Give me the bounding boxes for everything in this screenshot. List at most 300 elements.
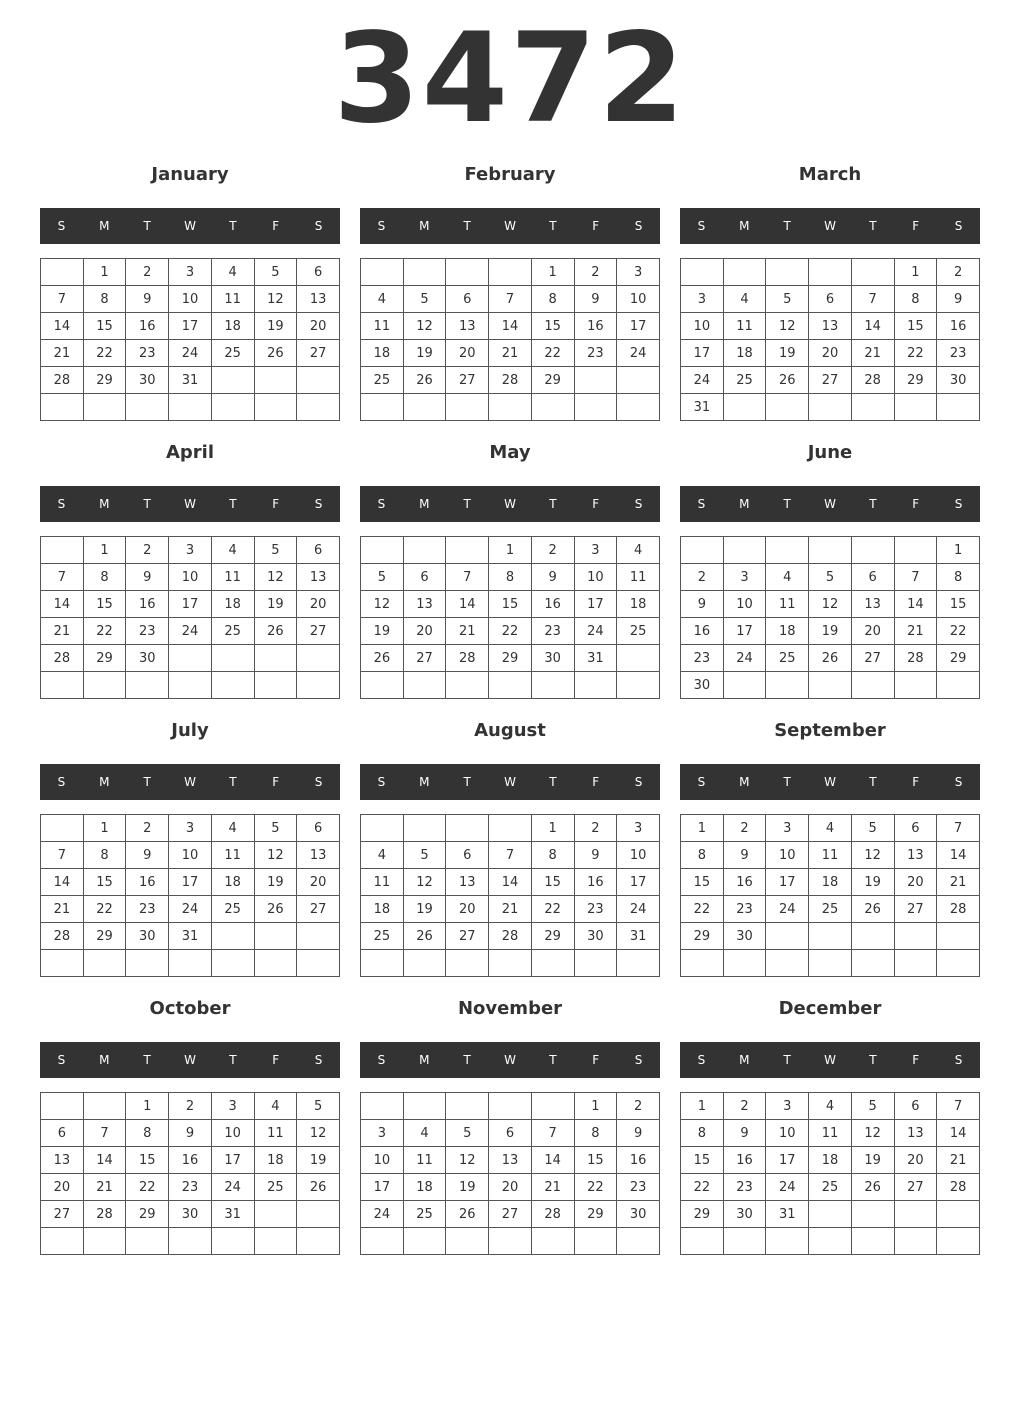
empty-day-cell xyxy=(809,259,852,286)
weekday-label: S xyxy=(57,497,66,511)
weekday-label: M xyxy=(739,1053,750,1067)
weekday-label: S xyxy=(954,1053,963,1067)
year-title: 3472 xyxy=(333,7,687,151)
week-row xyxy=(681,286,980,313)
month-name: March xyxy=(798,164,862,185)
day-grid xyxy=(40,536,340,699)
week-row xyxy=(681,815,980,842)
day-cell: 9 xyxy=(617,1120,660,1147)
day-cell: 27 xyxy=(446,923,489,950)
empty-day-cell xyxy=(297,394,340,421)
weekday-label: T xyxy=(869,775,877,789)
weekday-label: M xyxy=(99,1053,110,1067)
day-cell: 26 xyxy=(851,1174,894,1201)
day-cell: 8 xyxy=(937,564,980,591)
weekday-label: W xyxy=(184,497,196,511)
empty-day-cell xyxy=(361,259,404,286)
weekday-label: T xyxy=(229,775,237,789)
day-cell: 30 xyxy=(937,367,980,394)
weekday-label: T xyxy=(549,1053,557,1067)
day-cell: 1 xyxy=(126,1093,169,1120)
empty-day-cell xyxy=(361,950,404,977)
empty-day-cell xyxy=(617,672,660,699)
empty-day-cell xyxy=(41,672,84,699)
day-cell: 23 xyxy=(617,1174,660,1201)
weekday-label: F xyxy=(272,775,280,789)
week-row xyxy=(41,286,340,313)
empty-day-cell xyxy=(83,1093,126,1120)
empty-day-cell xyxy=(361,394,404,421)
day-cell: 20 xyxy=(297,313,340,340)
day-cell: 30 xyxy=(723,923,766,950)
week-row xyxy=(361,564,660,591)
day-cell: 27 xyxy=(403,645,446,672)
day-cell: 25 xyxy=(809,896,852,923)
week-row xyxy=(361,367,660,394)
day-cell: 16 xyxy=(937,313,980,340)
day-cell: 2 xyxy=(574,259,617,286)
empty-day-cell xyxy=(617,394,660,421)
day-cell: 6 xyxy=(403,564,446,591)
day-cell: 13 xyxy=(851,591,894,618)
day-cell: 20 xyxy=(894,1147,937,1174)
week-row xyxy=(361,923,660,950)
day-cell: 10 xyxy=(681,313,724,340)
day-cell: 14 xyxy=(937,842,980,869)
empty-day-cell xyxy=(254,645,297,672)
empty-day-cell xyxy=(681,950,724,977)
empty-day-cell xyxy=(126,672,169,699)
empty-day-cell xyxy=(617,950,660,977)
day-cell: 30 xyxy=(723,1201,766,1228)
weekday-label: S xyxy=(634,219,643,233)
weekday-label: S xyxy=(314,219,323,233)
day-cell: 1 xyxy=(83,537,126,564)
day-cell: 5 xyxy=(851,1093,894,1120)
day-cell: 28 xyxy=(894,645,937,672)
weekday-label: T xyxy=(229,497,237,511)
day-cell: 31 xyxy=(169,367,212,394)
day-cell: 26 xyxy=(851,896,894,923)
day-cell: 30 xyxy=(617,1201,660,1228)
day-grid xyxy=(40,258,340,421)
day-cell: 1 xyxy=(894,259,937,286)
empty-day-cell xyxy=(297,950,340,977)
week-row xyxy=(41,394,340,421)
day-cell: 28 xyxy=(41,367,84,394)
day-cell: 23 xyxy=(681,645,724,672)
weekday-label: T xyxy=(549,497,557,511)
day-cell: 24 xyxy=(361,1201,404,1228)
day-cell: 15 xyxy=(681,1147,724,1174)
day-cell: 21 xyxy=(937,869,980,896)
week-row xyxy=(361,340,660,367)
day-cell: 11 xyxy=(723,313,766,340)
week-row xyxy=(41,1147,340,1174)
day-cell: 25 xyxy=(254,1174,297,1201)
empty-day-cell xyxy=(169,1228,212,1255)
day-cell: 17 xyxy=(361,1174,404,1201)
empty-day-cell xyxy=(403,815,446,842)
day-grid xyxy=(680,258,980,421)
weekday-label: T xyxy=(869,497,877,511)
weekday-header xyxy=(680,486,980,522)
day-cell: 12 xyxy=(254,842,297,869)
weekday-header xyxy=(40,764,340,800)
day-cell: 13 xyxy=(489,1147,532,1174)
day-cell: 17 xyxy=(723,618,766,645)
day-cell: 25 xyxy=(361,923,404,950)
day-cell: 2 xyxy=(169,1093,212,1120)
day-cell: 12 xyxy=(766,313,809,340)
day-cell: 26 xyxy=(809,645,852,672)
day-cell: 31 xyxy=(766,1201,809,1228)
day-cell: 31 xyxy=(574,645,617,672)
weekday-label: F xyxy=(912,1053,920,1067)
day-cell: 26 xyxy=(403,367,446,394)
day-cell: 29 xyxy=(681,1201,724,1228)
week-row xyxy=(361,672,660,699)
day-cell: 20 xyxy=(809,340,852,367)
day-cell: 28 xyxy=(446,645,489,672)
day-cell: 10 xyxy=(574,564,617,591)
empty-day-cell xyxy=(809,1228,852,1255)
day-grid xyxy=(360,814,660,977)
empty-day-cell xyxy=(254,367,297,394)
day-cell: 5 xyxy=(297,1093,340,1120)
weekday-label: S xyxy=(314,1053,323,1067)
day-cell: 24 xyxy=(766,896,809,923)
day-cell: 4 xyxy=(211,537,254,564)
weekday-label: M xyxy=(739,775,750,789)
day-cell: 20 xyxy=(894,869,937,896)
day-cell: 7 xyxy=(937,1093,980,1120)
day-grid xyxy=(680,536,980,699)
day-cell: 2 xyxy=(574,815,617,842)
day-cell: 4 xyxy=(809,1093,852,1120)
day-cell: 26 xyxy=(361,645,404,672)
day-cell: 22 xyxy=(937,618,980,645)
empty-day-cell xyxy=(41,394,84,421)
day-cell: 24 xyxy=(169,340,212,367)
day-cell: 28 xyxy=(83,1201,126,1228)
empty-day-cell xyxy=(766,394,809,421)
weekday-label: S xyxy=(57,775,66,789)
weekday-label: S xyxy=(314,775,323,789)
month-name: September xyxy=(774,720,886,741)
day-cell: 20 xyxy=(297,869,340,896)
day-cell: 2 xyxy=(681,564,724,591)
day-cell: 11 xyxy=(211,842,254,869)
week-row xyxy=(681,340,980,367)
empty-day-cell xyxy=(766,923,809,950)
weekday-label: M xyxy=(99,497,110,511)
day-cell: 3 xyxy=(211,1093,254,1120)
week-row xyxy=(41,537,340,564)
day-cell: 28 xyxy=(937,1174,980,1201)
day-cell: 7 xyxy=(446,564,489,591)
day-cell: 19 xyxy=(851,1147,894,1174)
empty-day-cell xyxy=(254,672,297,699)
day-cell: 20 xyxy=(446,896,489,923)
week-row xyxy=(681,896,980,923)
empty-day-cell xyxy=(403,259,446,286)
day-cell: 27 xyxy=(297,618,340,645)
day-cell: 6 xyxy=(41,1120,84,1147)
day-cell: 4 xyxy=(361,286,404,313)
day-cell: 18 xyxy=(403,1174,446,1201)
day-cell: 19 xyxy=(254,591,297,618)
week-row xyxy=(681,259,980,286)
weekday-label: W xyxy=(824,497,836,511)
day-cell: 29 xyxy=(574,1201,617,1228)
week-row xyxy=(41,923,340,950)
week-row xyxy=(361,286,660,313)
day-cell: 4 xyxy=(617,537,660,564)
weekday-label: S xyxy=(697,775,706,789)
empty-day-cell xyxy=(126,394,169,421)
day-cell: 19 xyxy=(297,1147,340,1174)
week-row xyxy=(681,869,980,896)
day-cell: 26 xyxy=(254,896,297,923)
day-cell: 29 xyxy=(126,1201,169,1228)
day-cell: 9 xyxy=(531,564,574,591)
week-row xyxy=(361,618,660,645)
day-cell: 5 xyxy=(851,815,894,842)
weekday-label: S xyxy=(634,497,643,511)
day-cell: 16 xyxy=(169,1147,212,1174)
day-cell: 23 xyxy=(723,1174,766,1201)
day-cell: 3 xyxy=(361,1120,404,1147)
day-cell: 4 xyxy=(809,815,852,842)
day-cell: 12 xyxy=(851,1120,894,1147)
day-cell: 15 xyxy=(83,313,126,340)
day-cell: 18 xyxy=(361,340,404,367)
empty-day-cell xyxy=(894,537,937,564)
empty-day-cell xyxy=(723,672,766,699)
empty-day-cell xyxy=(297,367,340,394)
day-cell: 6 xyxy=(894,1093,937,1120)
weekday-label: F xyxy=(592,1053,600,1067)
day-cell: 18 xyxy=(361,896,404,923)
day-cell: 2 xyxy=(531,537,574,564)
day-cell: 7 xyxy=(41,564,84,591)
week-row xyxy=(361,1228,660,1255)
day-cell: 31 xyxy=(681,394,724,421)
day-cell: 10 xyxy=(617,842,660,869)
day-cell: 18 xyxy=(766,618,809,645)
empty-day-cell xyxy=(169,950,212,977)
day-cell: 12 xyxy=(297,1120,340,1147)
day-cell: 1 xyxy=(681,1093,724,1120)
week-row xyxy=(41,1201,340,1228)
day-cell: 8 xyxy=(83,286,126,313)
day-cell: 30 xyxy=(126,923,169,950)
day-cell: 15 xyxy=(574,1147,617,1174)
weekday-header xyxy=(40,1042,340,1078)
empty-day-cell xyxy=(446,815,489,842)
week-row xyxy=(681,950,980,977)
day-cell: 12 xyxy=(403,313,446,340)
day-cell: 24 xyxy=(681,367,724,394)
day-cell: 2 xyxy=(126,259,169,286)
weekday-header xyxy=(360,764,660,800)
day-cell: 16 xyxy=(617,1147,660,1174)
week-row xyxy=(361,645,660,672)
day-cell: 22 xyxy=(489,618,532,645)
day-cell: 3 xyxy=(617,259,660,286)
weekday-label: M xyxy=(99,219,110,233)
day-cell: 4 xyxy=(211,259,254,286)
empty-day-cell xyxy=(41,259,84,286)
day-cell: 10 xyxy=(169,564,212,591)
day-cell: 27 xyxy=(41,1201,84,1228)
day-cell: 27 xyxy=(297,340,340,367)
empty-day-cell xyxy=(489,1093,532,1120)
day-cell: 27 xyxy=(894,896,937,923)
day-cell: 18 xyxy=(617,591,660,618)
empty-day-cell xyxy=(723,394,766,421)
weekday-label: S xyxy=(377,1053,386,1067)
empty-day-cell xyxy=(83,672,126,699)
day-cell: 10 xyxy=(766,1120,809,1147)
day-cell: 1 xyxy=(489,537,532,564)
day-cell: 7 xyxy=(851,286,894,313)
week-row xyxy=(361,313,660,340)
empty-day-cell xyxy=(531,394,574,421)
month-name: July xyxy=(171,720,209,741)
empty-day-cell xyxy=(489,1228,532,1255)
day-cell: 15 xyxy=(126,1147,169,1174)
day-cell: 1 xyxy=(681,815,724,842)
day-cell: 25 xyxy=(617,618,660,645)
day-cell: 23 xyxy=(126,340,169,367)
empty-day-cell xyxy=(681,259,724,286)
day-cell: 22 xyxy=(681,896,724,923)
day-cell: 21 xyxy=(41,340,84,367)
weekday-label: T xyxy=(463,1053,471,1067)
weekday-label: W xyxy=(824,219,836,233)
day-cell: 15 xyxy=(83,591,126,618)
empty-day-cell xyxy=(41,1093,84,1120)
day-grid xyxy=(360,536,660,699)
day-cell: 1 xyxy=(83,815,126,842)
empty-day-cell xyxy=(403,672,446,699)
weekday-header xyxy=(360,208,660,244)
empty-day-cell xyxy=(361,537,404,564)
weekday-label: S xyxy=(314,497,323,511)
day-cell: 27 xyxy=(489,1201,532,1228)
day-cell: 11 xyxy=(809,1120,852,1147)
weekday-label: T xyxy=(143,497,151,511)
week-row xyxy=(681,1093,980,1120)
empty-day-cell xyxy=(169,394,212,421)
day-cell: 2 xyxy=(126,815,169,842)
day-cell: 11 xyxy=(361,313,404,340)
empty-day-cell xyxy=(211,923,254,950)
empty-day-cell xyxy=(937,923,980,950)
day-cell: 13 xyxy=(894,842,937,869)
empty-day-cell xyxy=(766,950,809,977)
weekday-label: T xyxy=(783,1053,791,1067)
week-row xyxy=(361,1093,660,1120)
day-cell: 26 xyxy=(254,618,297,645)
empty-day-cell xyxy=(211,950,254,977)
day-cell: 5 xyxy=(446,1120,489,1147)
day-cell: 14 xyxy=(41,591,84,618)
day-cell: 12 xyxy=(446,1147,489,1174)
weekday-label: W xyxy=(504,219,516,233)
weekday-label: S xyxy=(697,1053,706,1067)
weekday-header xyxy=(40,486,340,522)
day-cell: 4 xyxy=(254,1093,297,1120)
day-cell: 25 xyxy=(809,1174,852,1201)
day-cell: 26 xyxy=(297,1174,340,1201)
empty-day-cell xyxy=(681,1228,724,1255)
empty-day-cell xyxy=(403,1093,446,1120)
empty-day-cell xyxy=(681,537,724,564)
day-cell: 19 xyxy=(766,340,809,367)
empty-day-cell xyxy=(766,1228,809,1255)
day-cell: 4 xyxy=(211,815,254,842)
day-cell: 21 xyxy=(41,618,84,645)
day-cell: 3 xyxy=(766,815,809,842)
day-cell: 7 xyxy=(83,1120,126,1147)
day-cell: 19 xyxy=(403,340,446,367)
weekday-label: W xyxy=(504,775,516,789)
day-cell: 21 xyxy=(489,896,532,923)
day-cell: 30 xyxy=(574,923,617,950)
day-cell: 26 xyxy=(766,367,809,394)
empty-day-cell xyxy=(41,537,84,564)
empty-day-cell xyxy=(894,1228,937,1255)
day-cell: 21 xyxy=(489,340,532,367)
week-row xyxy=(681,564,980,591)
day-cell: 9 xyxy=(681,591,724,618)
weekday-label: T xyxy=(229,1053,237,1067)
day-cell: 20 xyxy=(41,1174,84,1201)
empty-day-cell xyxy=(211,394,254,421)
day-cell: 13 xyxy=(403,591,446,618)
empty-day-cell xyxy=(851,950,894,977)
week-row xyxy=(41,672,340,699)
empty-day-cell xyxy=(809,923,852,950)
empty-day-cell xyxy=(41,950,84,977)
day-cell: 14 xyxy=(41,313,84,340)
day-cell: 22 xyxy=(894,340,937,367)
day-grid xyxy=(40,1092,340,1255)
day-cell: 19 xyxy=(851,869,894,896)
day-cell: 3 xyxy=(169,537,212,564)
day-cell: 7 xyxy=(489,286,532,313)
week-row xyxy=(361,1120,660,1147)
empty-day-cell xyxy=(851,672,894,699)
weekday-label: W xyxy=(184,775,196,789)
empty-day-cell xyxy=(809,672,852,699)
weekday-label: T xyxy=(229,219,237,233)
day-cell: 29 xyxy=(489,645,532,672)
empty-day-cell xyxy=(169,645,212,672)
day-cell: 22 xyxy=(83,340,126,367)
day-cell: 22 xyxy=(531,340,574,367)
day-cell: 11 xyxy=(403,1147,446,1174)
weekday-label: M xyxy=(99,775,110,789)
empty-day-cell xyxy=(723,950,766,977)
day-cell: 7 xyxy=(894,564,937,591)
week-row xyxy=(41,1120,340,1147)
empty-day-cell xyxy=(169,672,212,699)
day-cell: 12 xyxy=(361,591,404,618)
